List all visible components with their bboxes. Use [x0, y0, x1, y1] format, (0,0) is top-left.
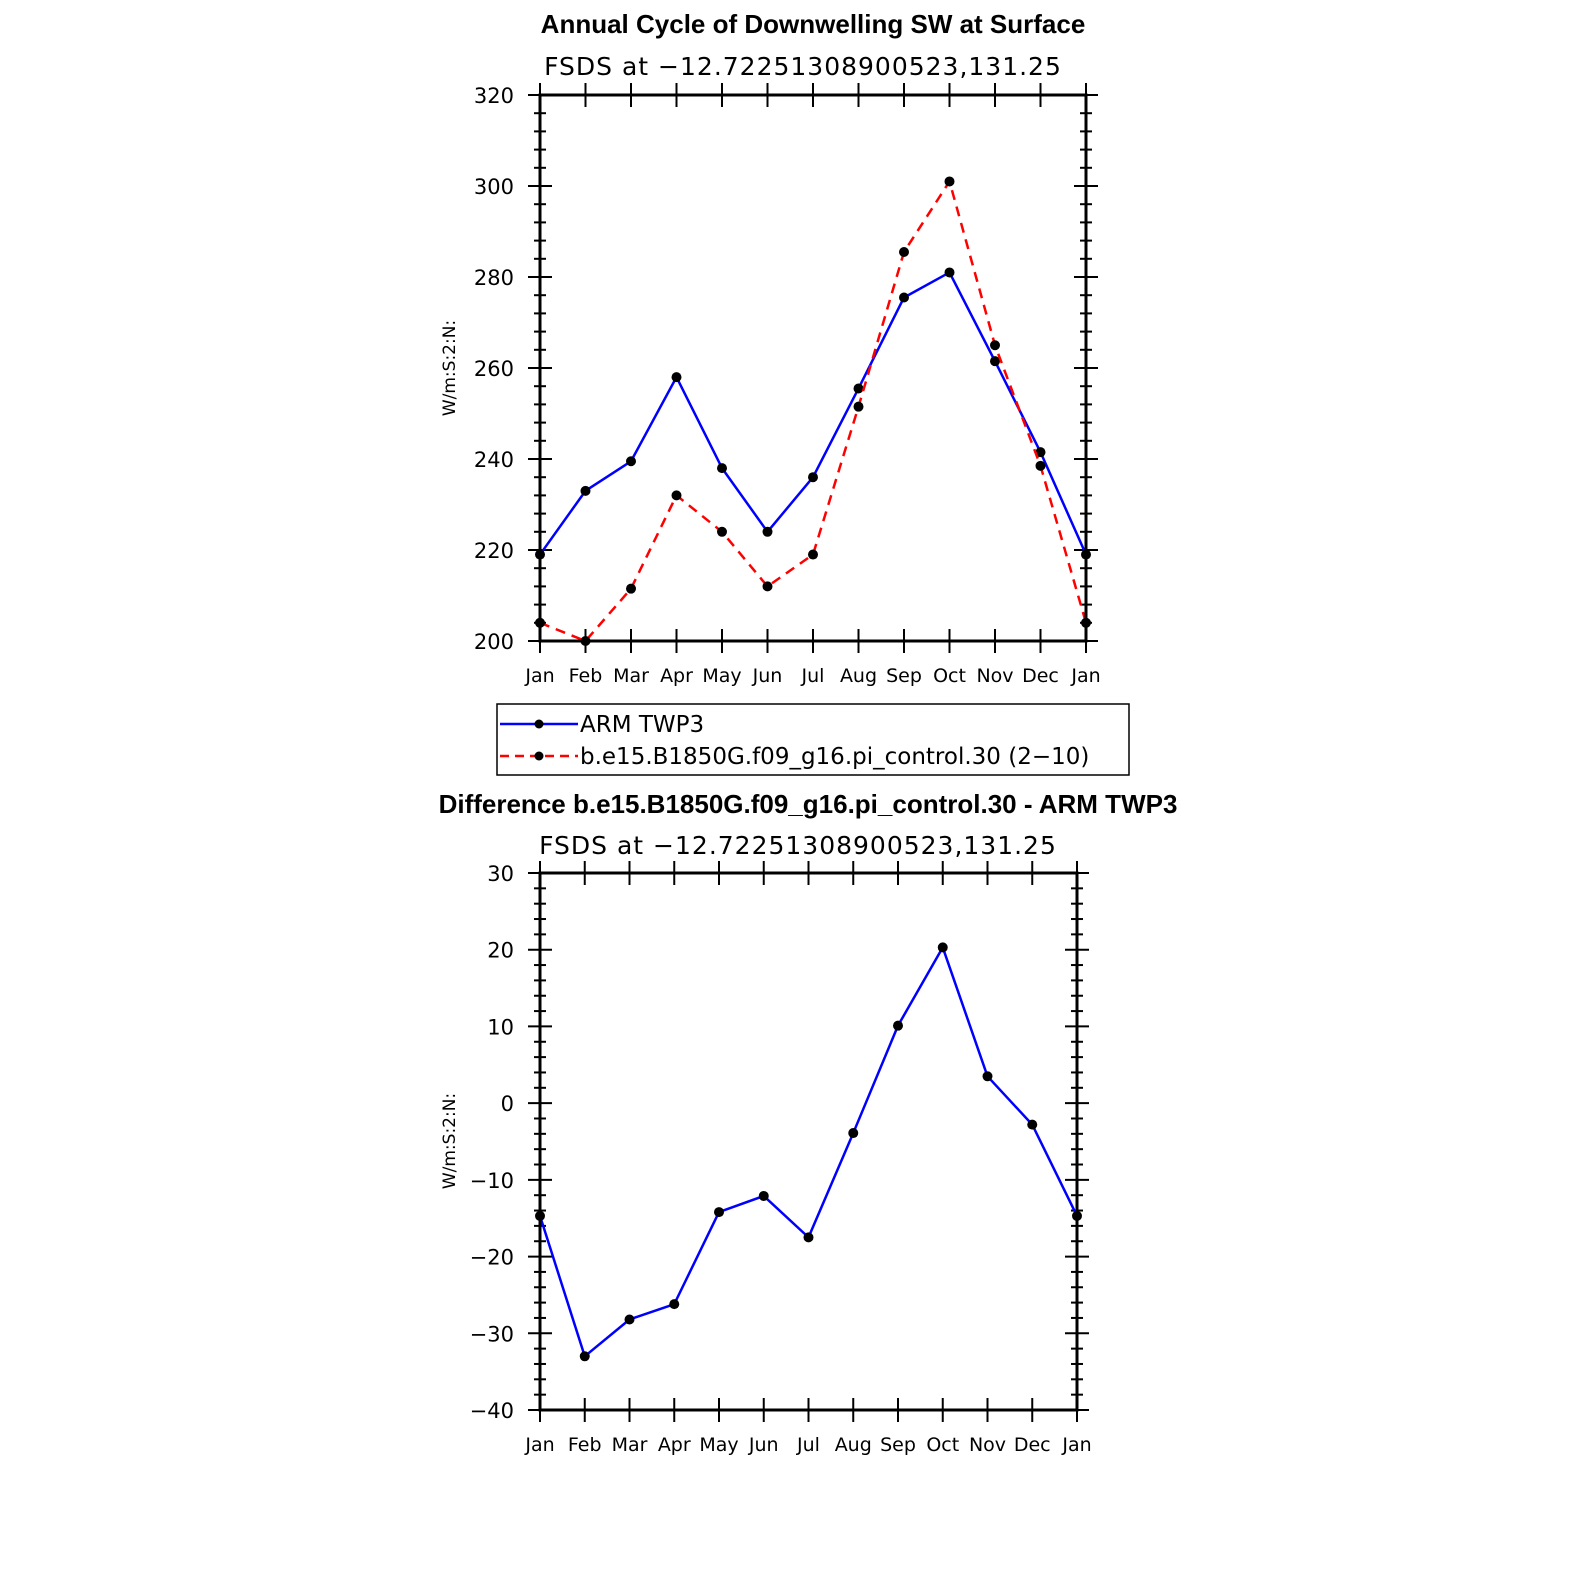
data-point: [893, 1021, 903, 1031]
legend-label-arm: ARM TWP3: [580, 712, 705, 738]
x-tick-label: Jul: [797, 1434, 820, 1456]
data-point: [580, 1351, 590, 1361]
data-point: [714, 1207, 724, 1217]
data-point: [899, 247, 909, 257]
data-point: [581, 486, 591, 496]
x-tick-label: Mar: [611, 1434, 648, 1456]
data-point: [983, 1071, 993, 1081]
y-tick-label: 200: [473, 630, 514, 654]
data-point: [899, 292, 909, 302]
x-tick-label: Oct: [933, 665, 966, 687]
data-point: [763, 527, 773, 537]
axis-ticks: [470, 861, 1092, 1456]
chart-subtitle: FSDS at −12.72251308900523,131.25: [544, 52, 1062, 81]
series-group: [535, 942, 1082, 1361]
series-group: [535, 176, 1091, 646]
data-point: [626, 456, 636, 466]
data-point: [804, 1232, 814, 1242]
x-tick-label: Jun: [752, 665, 783, 687]
y-tick-label: 30: [487, 862, 514, 886]
annual-cycle-chart: [440, 9, 1101, 687]
y-tick-label: 240: [473, 448, 514, 472]
difference-chart: [439, 789, 1178, 1456]
x-tick-label: Jun: [748, 1434, 779, 1456]
y-tick-label: 20: [487, 938, 514, 963]
y-axis-label: W/m:S:2:N:: [440, 1092, 460, 1190]
data-point: [945, 267, 955, 277]
x-tick-label: Mar: [613, 665, 649, 687]
data-point: [717, 463, 727, 473]
y-tick-label: −40: [469, 1399, 514, 1423]
data-point: [1027, 1120, 1037, 1130]
data-point: [854, 402, 864, 412]
x-tick-label: Dec: [1022, 665, 1059, 687]
y-tick-label: 10: [487, 1015, 514, 1040]
data-point: [759, 1191, 769, 1201]
legend-marker-arm: [535, 720, 544, 729]
y-tick-label: 260: [473, 357, 514, 381]
series-line-0: [540, 947, 1077, 1356]
x-tick-label: Sep: [880, 1434, 916, 1456]
x-tick-label: Jan: [1062, 1434, 1092, 1456]
x-tick-label: Apr: [660, 665, 693, 687]
data-point: [808, 472, 818, 482]
x-tick-label: Sep: [886, 665, 922, 687]
data-point: [672, 372, 682, 382]
y-tick-label: −30: [469, 1322, 514, 1347]
y-tick-label: 320: [473, 84, 514, 108]
x-tick-label: Jan: [525, 665, 555, 687]
data-point: [763, 581, 773, 591]
x-tick-label: Oct: [926, 1434, 960, 1456]
data-point: [848, 1128, 858, 1138]
x-tick-label: Apr: [657, 1434, 691, 1456]
y-tick-label: −10: [469, 1168, 514, 1193]
chart-title: Annual Cycle of Downwelling SW at Surface: [540, 9, 1086, 39]
x-tick-label: Nov: [968, 1434, 1007, 1456]
legend-label-model: b.e15.B1850G.f09_g16.pi_control.30 (2−10): [580, 744, 1090, 770]
y-axis-label: W/m:S:2:N:: [440, 319, 460, 417]
data-point: [854, 383, 864, 393]
x-tick-label: Aug: [839, 665, 878, 687]
x-tick-label: Feb: [568, 665, 603, 687]
data-point: [938, 942, 948, 952]
data-point: [625, 1314, 635, 1324]
y-tick-label: 0: [500, 1092, 514, 1117]
y-tick-label: 300: [473, 175, 514, 199]
data-point: [1036, 461, 1046, 471]
data-point: [945, 176, 955, 186]
data-point: [669, 1299, 679, 1309]
x-tick-label: May: [699, 1434, 739, 1456]
data-point: [808, 550, 818, 560]
x-tick-label: Jan: [1071, 665, 1101, 687]
y-tick-label: −20: [469, 1245, 514, 1270]
x-tick-label: Jan: [525, 1434, 555, 1456]
series-line-0: [540, 272, 1086, 554]
data-point: [626, 584, 636, 594]
series-line-1: [540, 181, 1086, 641]
x-tick-label: May: [702, 665, 742, 687]
plot-frame: [540, 873, 1077, 1410]
x-tick-label: Jul: [801, 665, 825, 687]
y-tick-label: 220: [473, 539, 514, 563]
chart-subtitle: FSDS at −12.72251308900523,131.25: [539, 831, 1057, 860]
y-tick-label: 280: [473, 266, 514, 290]
data-point: [717, 527, 727, 537]
data-point: [672, 490, 682, 500]
x-tick-label: Feb: [567, 1434, 602, 1456]
x-tick-label: Aug: [834, 1434, 872, 1456]
data-point: [990, 340, 1000, 350]
x-tick-label: Nov: [976, 665, 1014, 687]
legend: [497, 704, 1129, 775]
chart-title: Difference b.e15.B1850G.f09_g16.pi_control.30 - ARM TWP3: [438, 789, 1178, 819]
x-tick-label: Dec: [1013, 1434, 1051, 1456]
legend-marker-model: [535, 752, 544, 761]
